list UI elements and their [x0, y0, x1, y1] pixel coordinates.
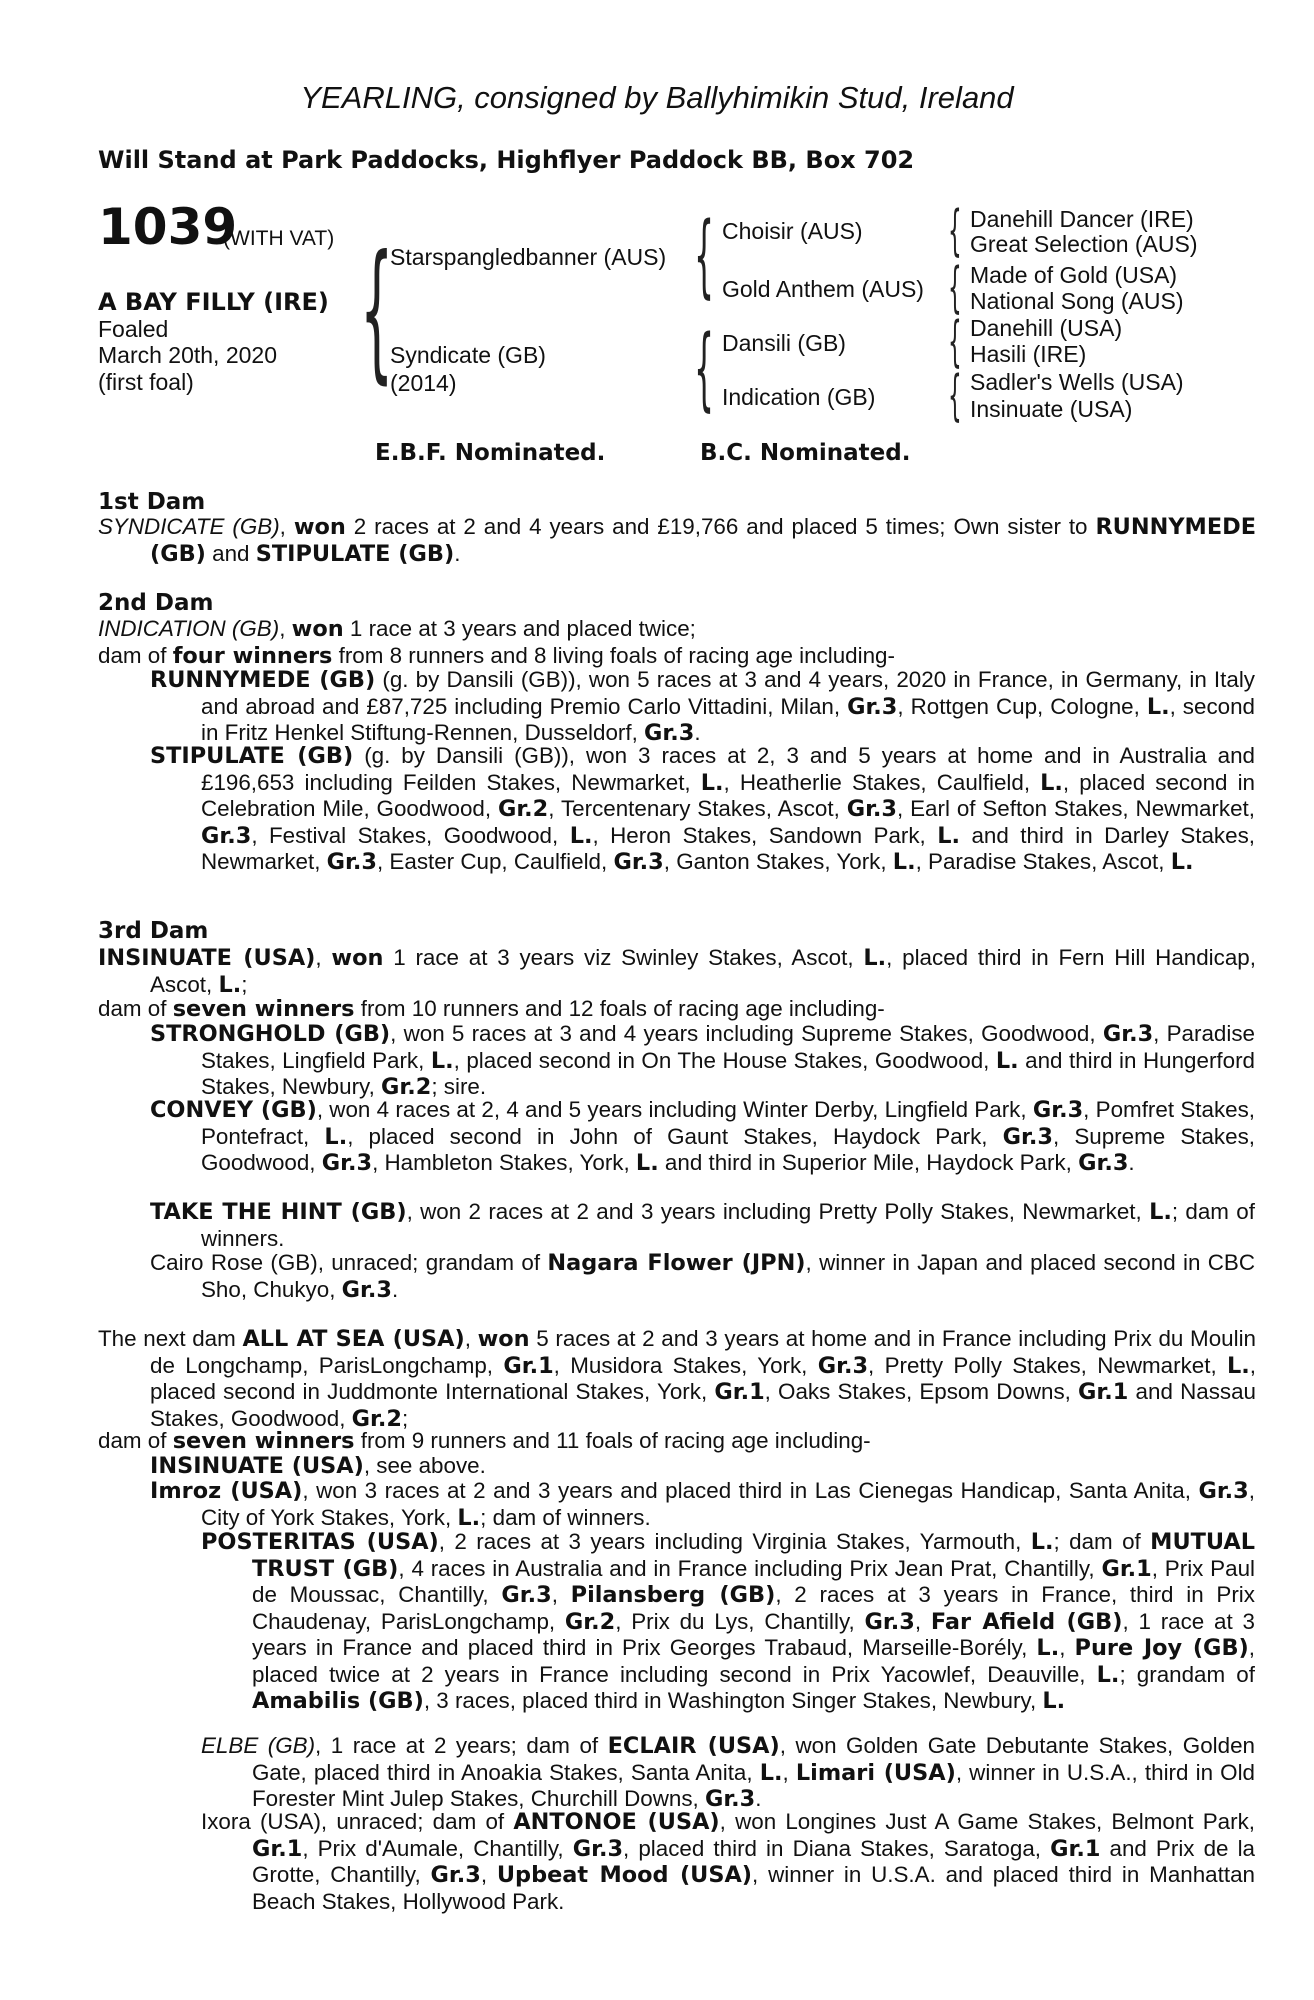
text-run: and third in Superior Mile, Haydock Park, [658, 1150, 1079, 1175]
text-run: ; dam of winners. [201, 1199, 1255, 1251]
third-dam-name: INSINUATE (USA) [98, 945, 316, 971]
lot-number: 1039 [98, 198, 238, 256]
progeny-name: Amabilis (GB) [252, 1688, 424, 1714]
text-run: , Paradise Stakes, Lingfield Park, [201, 1021, 1255, 1073]
pedigree-brace-sire: { [694, 203, 715, 308]
grade-label: Gr.3 [572, 1835, 624, 1862]
text-run: ; grandam of [1119, 1661, 1255, 1687]
pedigree-brace-3b: { [948, 256, 962, 319]
first-dam-name: SYNDICATE (GB) [98, 514, 280, 539]
progeny-name: TAKE THE HINT (GB) [150, 1199, 407, 1225]
grade-label: Gr.3 [817, 1352, 869, 1379]
progeny-name: Limari (USA) [795, 1759, 956, 1786]
winners-count: seven winners [172, 1428, 355, 1454]
progeny-name: MUTUAL TRUST (GB) [252, 1529, 1255, 1582]
progeny-name: ELBE (GB) [201, 1733, 316, 1758]
progeny-name: ECLAIR (USA) [607, 1733, 780, 1759]
text-run: dam of [98, 1428, 173, 1453]
text-run: , winner in Japan and placed second in CBC Sho, Chukyo, [201, 1250, 1255, 1302]
progeny-name: Nagara Flower (JPN) [547, 1250, 806, 1276]
progeny-stipulate [150, 743, 1255, 876]
vat-note: (WITH VAT) [223, 227, 335, 250]
text-run: (g. by Dansili (GB)), won 3 races at 2, 3 and 5 years at home and in Australia and £196,653 including Feilden Stakes, Newmarket, [201, 743, 1255, 795]
text-run: , 2 races at 3 years in France, third in Prix Chaudenay, ParisLongchamp, [252, 1582, 1255, 1634]
grade-label: L. [937, 822, 961, 849]
grade-label: Gr.2 [497, 796, 549, 822]
second-dam-name: INDICATION (GB) [98, 616, 280, 641]
grade-label: Gr.3 [430, 1862, 481, 1888]
text-run: , Supreme Stakes, Goodwood, [201, 1123, 1255, 1175]
grade-label: L. [1149, 1199, 1172, 1225]
pedigree-dss: Danehill (USA) [970, 315, 1123, 341]
text-run: , won 2 races at 2 and 3 years including Pretty Polly Stakes, Newmarket, [406, 1199, 1150, 1224]
grade-label: Gr.3 [847, 693, 898, 720]
won-label: won [293, 514, 346, 540]
grade-label: Gr.3 [864, 1608, 915, 1635]
ebf-nomination: E.B.F. Nominated. [375, 440, 606, 466]
grade-label: L. [1096, 1661, 1120, 1688]
grade-label: L. [1146, 693, 1170, 720]
text-run: 2 races at 2 and 4 years and £19,766 and placed 5 times; Own sister to [345, 514, 1096, 539]
text-run: ; [241, 971, 248, 997]
second-dam-heading: 2nd Dam [98, 590, 214, 616]
grade-label: Gr.3 [1198, 1478, 1249, 1504]
grade-label: Gr.3 [704, 1786, 756, 1812]
grade-label: Gr.3 [1102, 1021, 1154, 1047]
text-run: , Rottgen Cup, Cologne, [897, 693, 1147, 719]
winners-count: seven winners [172, 996, 355, 1022]
text-run: , 3 races, placed third in Washington Singer Stakes, Newbury, [423, 1688, 1043, 1713]
pedigree-ddd: Insinuate (USA) [970, 396, 1133, 422]
pedigree-sss: Danehill Dancer (IRE) [970, 206, 1194, 232]
grade-label: L. [759, 1759, 783, 1786]
text-run: , Paradise Stakes, Ascot, [915, 849, 1171, 874]
text-run: , Festival Stakes, Goodwood, [251, 822, 570, 848]
text-run: , see above. [363, 1453, 486, 1478]
pedigree-dam-sire: Dansili (GB) [722, 330, 846, 356]
grade-label: Gr.1 [503, 1352, 554, 1379]
first-dam-heading: 1st Dam [98, 489, 206, 515]
grade-label: Gr.2 [381, 1074, 432, 1100]
grade-label: L. [863, 945, 887, 971]
grade-label: L. [324, 1123, 348, 1150]
grade-label: L. [700, 769, 724, 796]
third-dam-heading: 3rd Dam [98, 918, 209, 944]
text-run: , City of York Stakes, York, [201, 1478, 1255, 1530]
text-run: , Earl of Sefton Stakes, Newmarket, [897, 796, 1255, 821]
text-run: , placed second in John of Gaunt Stakes, Haydock Park, [347, 1123, 1003, 1149]
text-run: , Tercentenary Stakes, Ascot, [548, 796, 847, 821]
pedigree-brace-3d: { [948, 364, 962, 427]
grand-progeny-posteritas: POSTERITAS (USA), 2 races at 3 years including Virginia Stakes, Yarmouth, L.; dam of MUTUAL TRUST (GB), 4 races in Australia and in France including Prix Jean Prat, Chantilly, Gr.1, Prix Paul de Moussac, Chantilly, Gr.3, Pilansberg (GB), 2 races at 3 years in France, third in Prix Chaudenay, ParisLongchamp, Gr.2, Prix du Lys, Chantilly, Gr.3, Far Afield (GB), 1 race at 3 years in France and placed third in Prix Georges Trabaud, Marseille-Borély, L., Pure Joy (GB), placed twice at 2 years in France including second in Prix Yacowlef, Deauville, L.; grandam of Amabilis (GB), 3 races, placed third in Washington Singer Stakes, Newbury, L. [201, 1529, 1255, 1714]
progeny-insinuate [150, 1453, 1204, 1480]
grade-label: L. [430, 1047, 454, 1074]
text-run: and Prix de la Grotte, Chantilly, [252, 1835, 1255, 1887]
text-run: , won Longines Just A Game Stakes, Belmont Park, [719, 1809, 1256, 1834]
progeny-name: Upbeat Mood (USA) [496, 1862, 753, 1888]
pedigree-sire-sire: Choisir (AUS) [722, 218, 863, 244]
progeny-imroz [150, 1478, 1255, 1531]
text-run: , Easter Cup, Caulfield, [376, 849, 614, 874]
pedigree-brace-3c: { [948, 310, 962, 373]
text-run: , won 3 races at 2 and 3 years and placed third in Las Cienegas Handicap, Santa Anita, [302, 1478, 1199, 1503]
pedigree-dam-dam: Indication (GB) [722, 384, 876, 410]
pedigree-brace-dam: { [694, 316, 715, 421]
grade-label: L. [457, 1504, 481, 1531]
text-run: 1 race at 3 years viz Swinley Stakes, Ascot, [383, 945, 864, 970]
text-run: , 1 race at 2 years; dam of [315, 1733, 608, 1758]
second-dam-intro: INDICATION (GB), won 1 race at 3 years and placed twice; dam of four winners from 8 runners and 8 living foals of racing age including- [98, 616, 895, 669]
pedigree-dam: Syndicate (GB) [390, 342, 546, 368]
consignment-heading: YEARLING, consigned by Ballyhimikin Stud, Ireland [300, 80, 1014, 115]
pedigree-sds: Made of Gold (USA) [970, 262, 1178, 288]
stand-location: Will Stand at Park Paddocks, Highflyer Paddock BB, Box 702 [98, 146, 915, 174]
sibling-name: RUNNYMEDE (GB) [150, 514, 1257, 567]
grade-label: L. [892, 849, 916, 875]
text-run: , placed second in Celebration Mile, Goodwood, [201, 769, 1255, 821]
next-dam-intro: The next dam ALL AT SEA (USA), won 5 races at 2 and 3 years at home and in France including Prix du Moulin de Longchamp, ParisLongchamp, Gr.1, Musidora Stakes, York, Gr.3, Pretty Polly Stakes, Newmarket, L., placed second in Juddmonte International Stakes, York, Gr.1, Oaks Stakes, Epsom Downs, Gr.1 and Nassau Stakes, Goodwood, Gr.2; [98, 1326, 1257, 1432]
foaled-date: March 20th, 2020 [98, 342, 278, 368]
next-dam-summary [98, 1428, 1204, 1455]
text-run: , Pretty Polly Stakes, Newmarket, [868, 1352, 1227, 1378]
grade-label: Gr.3 [326, 849, 377, 875]
grade-label: Gr.3 [613, 849, 664, 875]
next-dam-name: ALL AT SEA (USA) [242, 1326, 465, 1352]
progeny-cairo-rose: Cairo Rose (GB), unraced; grandam of Nagara Flower (JPN), winner in Japan and placed second in CBC Sho, Chukyo, Gr.3. [150, 1250, 1255, 1303]
text-run: , Heron Stakes, Sandown Park, [592, 822, 938, 848]
grade-label: Gr.1 [714, 1379, 765, 1405]
text-run: , Prix du Lys, Chantilly, [615, 1608, 865, 1634]
horse-name: A BAY FILLY (IRE) [98, 288, 329, 316]
grade-label: L. [1227, 1352, 1250, 1379]
pedigree-ssd: Great Selection (AUS) [970, 231, 1198, 257]
pedigree-brace-main: { [360, 224, 394, 398]
text-run: ; dam of [1053, 1529, 1151, 1554]
progeny-name: CONVEY (GB) [150, 1097, 317, 1123]
third-dam-summary [98, 996, 1204, 1023]
first-dam-text: SYNDICATE (GB), won 2 races at 2 and 4 years and £19,766 and placed 5 times; Own sister to RUNNYMEDE (GB) and STIPULATE (GB). [98, 514, 1257, 567]
text-run: , winner in U.S.A. and placed third in Manhattan Beach Stakes, Hollywood Park. [252, 1862, 1255, 1914]
grade-label: L. [995, 1047, 1019, 1074]
text-run: , placed third in Diana Stakes, Saratoga, [623, 1835, 1051, 1861]
grade-label: Gr.1 [252, 1835, 303, 1862]
text-run: , placed twice at 2 years in France including second in Prix Yacowlef, Deauville, [252, 1635, 1255, 1687]
progeny-name: Pure Joy (GB) [1074, 1635, 1249, 1661]
grade-label: Gr.1 [1050, 1835, 1101, 1862]
text-run: dam of [98, 996, 173, 1021]
won-label: won [331, 945, 384, 971]
grade-label: Gr.2 [564, 1608, 616, 1635]
text-run: , won 5 races at 3 and 4 years including Supreme Stakes, Goodwood, [390, 1021, 1103, 1046]
winners-count: four winners [172, 642, 333, 669]
text-run: and third in Darley Stakes, Newmarket, [201, 822, 1255, 874]
progeny-name: ANTONOE (USA) [513, 1809, 720, 1835]
text-run: , 1 race at 3 years in France and placed third in Prix Georges Trabaud, Marseille-Borély, [252, 1608, 1255, 1660]
third-dam-intro: INSINUATE (USA), won 1 race at 3 years viz Swinley Stakes, Ascot, L., placed third in Fern Hill Handicap, Ascot, L.; [98, 945, 1256, 998]
progeny-name: STRONGHOLD (GB) [150, 1021, 391, 1047]
grade-label: Gr.2 [351, 1405, 402, 1432]
progeny-take-the-hint [150, 1199, 1255, 1251]
grade-label: Gr.3 [341, 1276, 392, 1303]
pedigree-sire: Starspangledbanner (AUS) [390, 244, 667, 270]
grade-label: L. [1036, 1635, 1060, 1661]
text-run: , won 4 races at 2, 4 and 5 years including Winter Derby, Lingfield Park, [316, 1097, 1033, 1122]
text-run: , placed second in Juddmonte International Stakes, York, [150, 1352, 1257, 1404]
text-run: and third in Hungerford Stakes, Newbury, [201, 1047, 1255, 1099]
grade-label: L. [218, 971, 242, 998]
text-run: from 9 runners and 11 foals of racing age including- [354, 1428, 871, 1453]
grade-label: L. [1170, 849, 1194, 875]
grade-label: L. [1040, 769, 1063, 796]
text-run: , Heatherlie Stakes, Caulfield, [723, 769, 1041, 795]
text-run: ; dam of winners. [480, 1504, 651, 1530]
text-run: Cairo Rose (GB), unraced; grandam of [150, 1250, 548, 1275]
progeny-ixora: Ixora (USA), unraced; dam of ANTONOE (USA), won Longines Just A Game Stakes, Belmont Park, Gr.1, Prix d'Aumale, Chantilly, Gr.3, placed third in Diana Stakes, Saratoga, Gr.1 and Prix de la Grotte, Chantilly, Gr.3, Upbeat Mood (USA), winner in U.S.A. and placed third in Manhattan Beach Stakes, Hollywood Park. [201, 1809, 1256, 1914]
progeny-name: RUNNYMEDE (GB) [150, 667, 376, 693]
grade-label: Gr.1 [1101, 1555, 1152, 1582]
text-run: , Musidora Stakes, York, [553, 1352, 818, 1378]
text-run: , Hambleton Stakes, York, [372, 1150, 636, 1175]
pedigree-dam-year: (2014) [390, 370, 457, 396]
progeny-name: Pilansberg (GB) [570, 1582, 776, 1608]
text-run: , Pomfret Stakes, Pontefract, [201, 1097, 1256, 1149]
text-run: ; [401, 1405, 409, 1431]
progeny-stronghold [150, 1021, 1255, 1101]
text-run: , placed third in Fern Hill Handicap, Ascot, [150, 945, 1256, 997]
text-run: , 2 races at 3 years including Virginia Stakes, Yarmouth, [438, 1529, 1031, 1554]
text-run: , won Golden Gate Debutante Stakes, Golden Gate, placed third in Anoakia Stakes, Santa Anita, [252, 1733, 1255, 1785]
text-run: Ixora (USA), unraced; dam of [201, 1809, 514, 1834]
text-run: dam of [98, 642, 173, 668]
grade-label: Gr.3 [1002, 1123, 1053, 1150]
text-run: 5 races at 2 and 3 years at home and in France including Prix du Moulin de Longchamp, ParisLongchamp, [150, 1326, 1257, 1378]
grade-label: L. [569, 822, 593, 849]
progeny-convey: CONVEY (GB), won 4 races at 2, 4 and 5 years including Winter Derby, Lingfield Park, Gr.3, Pomfret Stakes, Pontefract, L., placed second in John of Gaunt Stakes, Haydock Park, Gr.3, Supreme Stakes, Goodwood, Gr.3, Hambleton Stakes, York, L. and third in Superior Mile, Haydock Park, Gr.3. [150, 1097, 1256, 1176]
pedigree-dds: Sadler's Wells (USA) [970, 369, 1184, 395]
pedigree-sire-dam: Gold Anthem (AUS) [722, 276, 924, 302]
progeny-name: INSINUATE (USA) [150, 1453, 364, 1479]
grade-label: Gr.3 [201, 822, 252, 849]
text-run: and Nassau Stakes, Goodwood, [150, 1379, 1256, 1431]
grade-label: Gr.3 [846, 796, 898, 822]
text-run: . [454, 540, 461, 566]
text-run: (g. by Dansili (GB)), won 5 races at 3 and 4 years, 2020 in France, in Germany, in Italy and abroad and £87,725 including Premio Carlo Vittadini, Milan, [201, 667, 1255, 719]
text-run: The next dam [98, 1326, 243, 1351]
text-run: ; sire. [431, 1074, 487, 1099]
first-foal-note: (first foal) [98, 369, 194, 395]
won-label: won [291, 616, 344, 642]
text-run: , placed second in On The House Stakes, Goodwood, [453, 1047, 996, 1073]
text-run: and [205, 540, 256, 566]
pedigree-sdd: National Song (AUS) [970, 288, 1184, 314]
text-run: , Prix d'Aumale, Chantilly, [302, 1835, 573, 1861]
text-run: , winner in U.S.A., third in Old Forester Mint Julep Stakes, Churchill Downs, [252, 1759, 1256, 1811]
grade-label: Gr.3 [321, 1150, 373, 1176]
progeny-name: Imroz (USA) [150, 1478, 303, 1504]
text-run: from 10 runners and 12 foals of racing age including- [354, 996, 885, 1021]
pedigree-dsd: Hasili (IRE) [970, 341, 1087, 367]
text-run: , 4 races in Australia and in France including Prix Jean Prat, Chantilly, [398, 1555, 1102, 1581]
text-run: , Prix Paul de Moussac, Chantilly, [252, 1555, 1255, 1607]
grade-label: Gr.3 [501, 1582, 552, 1608]
progeny-name: POSTERITAS (USA) [201, 1529, 439, 1555]
bc-nomination: B.C. Nominated. [700, 440, 911, 466]
text-run: , Ganton Stakes, York, [663, 849, 893, 874]
sibling-name: STIPULATE (GB) [255, 540, 455, 567]
pedigree-brace-3a: { [948, 199, 962, 262]
grade-label: Gr.3 [1078, 1150, 1129, 1176]
text-run: 1 race at 3 years and placed twice; [343, 616, 696, 641]
progeny-name: STIPULATE (GB) [150, 743, 354, 769]
progeny-name: Far Afield (GB) [930, 1608, 1123, 1635]
grade-label: L. [1042, 1688, 1066, 1714]
text-run: , second in Fritz Henkel Stiftung-Rennen, Dusseldorf, [201, 693, 1255, 745]
foaled-label: Foaled [98, 316, 169, 342]
progeny-elbe: ELBE (GB), 1 race at 2 years; dam of ECLAIR (USA), won Golden Gate Debutante Stakes, Golden Gate, placed third in Anoakia Stakes, Santa Anita, L., Limari (USA), winner in U.S.A., third in Old Forester Mint Julep Stakes, Churchill Downs, Gr.3. [201, 1733, 1256, 1812]
text-run: from 8 runners and 8 living foals of racing age including- [332, 642, 895, 668]
grade-label: Gr.1 [1078, 1379, 1129, 1405]
grade-label: L. [1030, 1529, 1054, 1555]
text-run: , Oaks Stakes, Epsom Downs, [764, 1379, 1079, 1404]
grade-label: Gr.3 [1032, 1097, 1084, 1123]
won-label: won [477, 1326, 530, 1352]
grade-label: Gr.3 [644, 720, 695, 746]
progeny-runnymede: RUNNYMEDE (GB) (g. by Dansili (GB)), won 5 races at 3 and 4 years, 2020 in France, in Germany, in Italy and abroad and £87,725 including Premio Carlo Vittadini, Milan, Gr.3, Rottgen Cup, Cologne, L., second in Fritz Henkel Stiftung-Rennen, Dusseldorf, Gr.3. [150, 667, 1255, 746]
grade-label: L. [635, 1150, 659, 1176]
